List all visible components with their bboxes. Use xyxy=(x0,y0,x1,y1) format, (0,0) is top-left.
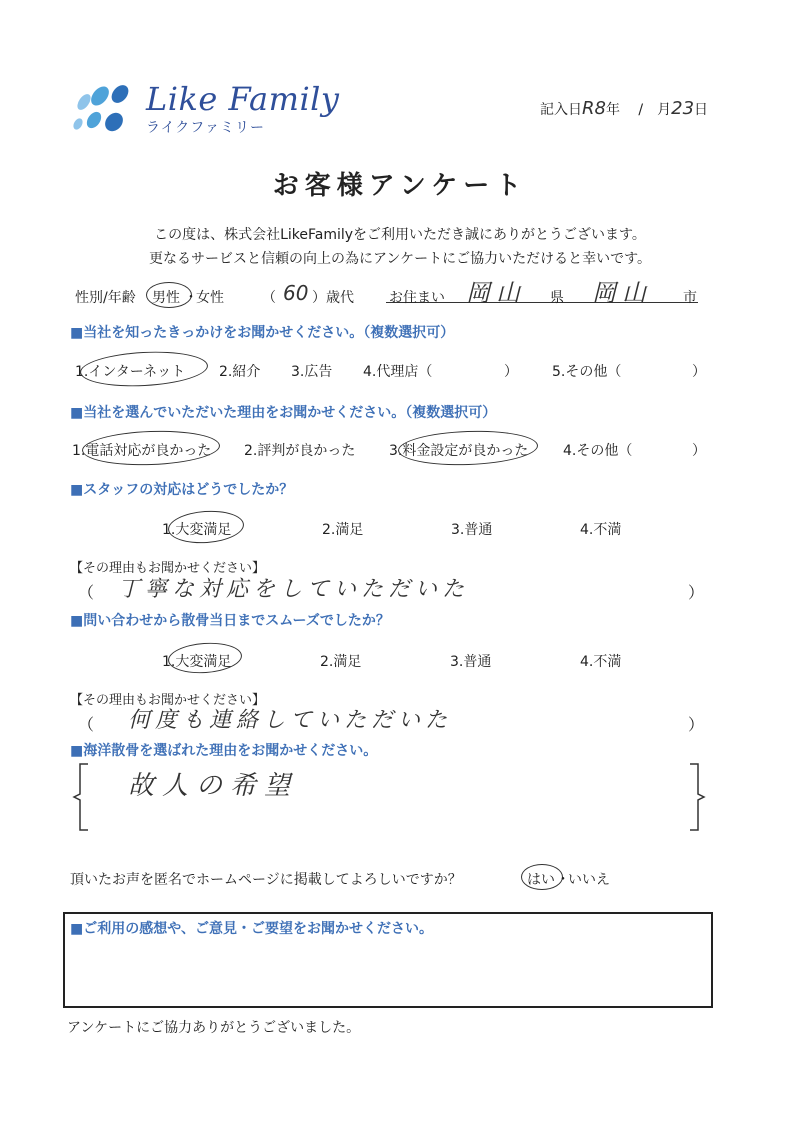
page-title: お客様アンケート xyxy=(272,171,528,201)
q2-option-reputation[interactable]: 2.評判が良かった xyxy=(244,443,356,459)
logo-wordmark: Like Family xyxy=(146,80,340,118)
q1-option-referral[interactable]: 2.紹介 xyxy=(219,364,261,380)
date-day-value[interactable]: 23 xyxy=(671,98,695,119)
q1-option-ad[interactable]: 3.広告 xyxy=(291,364,333,380)
q1-heading: ■当社を知ったきっかけをお聞かせください。（複数選択可） xyxy=(70,325,455,341)
publish-yes-option[interactable]: はい xyxy=(527,872,555,888)
age-suffix: ）歳代 xyxy=(312,290,354,306)
q3-reason-close: ） xyxy=(688,583,705,602)
date-year-value[interactable]: R8 xyxy=(582,98,606,119)
date-slash: / xyxy=(638,102,644,118)
q2-other-close: ） xyxy=(692,443,706,459)
selected-circle-mark xyxy=(79,349,209,390)
date-year-unit: 年 xyxy=(605,102,620,118)
logo-kana: ライクファミリー xyxy=(146,120,266,136)
selected-circle-mark xyxy=(167,640,243,675)
gender-age-label: 性別/年齢 xyxy=(75,290,136,306)
q4-reason-close: ） xyxy=(688,715,705,734)
q1-other-close: ） xyxy=(692,364,706,380)
selected-circle-mark xyxy=(397,429,538,468)
q1-option-internet[interactable]: 1.インターネット xyxy=(75,364,186,380)
q1-agency-close: ） xyxy=(504,364,518,380)
q4-reason-value[interactable]: 何度も連絡していただいた xyxy=(128,708,453,733)
prefecture-unit: 県 xyxy=(550,290,564,306)
age-open-paren: （ xyxy=(262,290,276,306)
q4-reason-open: （ xyxy=(78,715,95,734)
q2-option-other[interactable]: 4.その他（ xyxy=(563,443,633,459)
q3-option-dissatisfied[interactable]: 4.不満 xyxy=(580,522,622,538)
q3-option-neutral[interactable]: 3.普通 xyxy=(451,522,493,538)
publish-no-option[interactable]: いいえ xyxy=(568,872,610,888)
closing-message: アンケートにご協力ありがとうございました。 xyxy=(67,1020,361,1036)
q4-option-satisfied[interactable]: 2.満足 xyxy=(320,654,362,670)
date-day-unit: 日 xyxy=(694,102,709,118)
q2-option-price[interactable]: 3.料金設定が良かった xyxy=(389,443,529,459)
gender-female-option[interactable]: 女性 xyxy=(196,290,224,306)
publish-separator: ・ xyxy=(556,872,570,888)
intro-line-2: 更なるサービスと信頼の向上の為にアンケートにご協力いただけると幸いです。 xyxy=(148,251,652,267)
date-label: 記入日 xyxy=(540,102,582,118)
publish-question: 頂いたお声を匿名でホームページに掲載してよろしいですか？ xyxy=(70,872,462,888)
entry-date xyxy=(540,98,708,119)
like-family-logo-mark xyxy=(70,82,134,136)
q4-reason-label: 【その理由もお聞かせください】 xyxy=(70,693,266,708)
age-value[interactable]: 60 xyxy=(283,281,309,305)
q3-reason-open: （ xyxy=(78,583,95,602)
q5-answer-value[interactable]: 故人の希望 xyxy=(128,771,299,801)
city-value[interactable]: 岡山 xyxy=(592,279,652,307)
q4-option-very-satisfied[interactable]: 1.大変満足 xyxy=(162,654,232,670)
q3-option-very-satisfied[interactable]: 1.大変満足 xyxy=(162,522,232,538)
comments-heading: ■ご利用の感想や、ご意見・ご要望をお聞かせください。 xyxy=(70,921,433,937)
q1-option-agency[interactable]: 4.代理店（ xyxy=(363,364,433,380)
q3-heading: ■スタッフの対応はどうでしたか？ xyxy=(70,482,294,498)
q2-option-phone[interactable]: 1.電話対応が良かった xyxy=(72,443,212,459)
selected-circle-mark xyxy=(167,508,245,545)
q4-option-neutral[interactable]: 3.普通 xyxy=(450,654,492,670)
date-month-unit: 月 xyxy=(657,102,672,118)
prefecture-value[interactable]: 岡山 xyxy=(466,279,526,307)
q5-heading: ■海洋散骨を選ばれた理由をお聞かせください。 xyxy=(70,743,378,759)
q2-heading: ■当社を選んでいただいた理由をお聞かせください。（複数選択可） xyxy=(70,405,497,421)
city-unit: 市 xyxy=(683,290,697,306)
q1-option-other[interactable]: 5.その他（ xyxy=(552,364,622,380)
q3-reason-value[interactable]: 丁寧な対応をしていただいた xyxy=(118,577,470,602)
q3-reason-label: 【その理由もお聞かせください】 xyxy=(70,561,266,576)
intro-line-1: この度は、株式会社LikeFamilyをご利用いただき誠にありがとうございます。 xyxy=(154,227,646,243)
gender-male-option[interactable]: 男性 xyxy=(152,290,180,306)
q4-heading: ■問い合わせから散骨当日までスムーズでしたか？ xyxy=(70,613,390,629)
gender-separator: ・ xyxy=(184,290,198,306)
address-label: お住まい xyxy=(389,290,445,306)
q4-option-dissatisfied[interactable]: 4.不満 xyxy=(580,654,622,670)
selected-circle-mark xyxy=(81,429,220,468)
q3-option-satisfied[interactable]: 2.満足 xyxy=(322,522,364,538)
